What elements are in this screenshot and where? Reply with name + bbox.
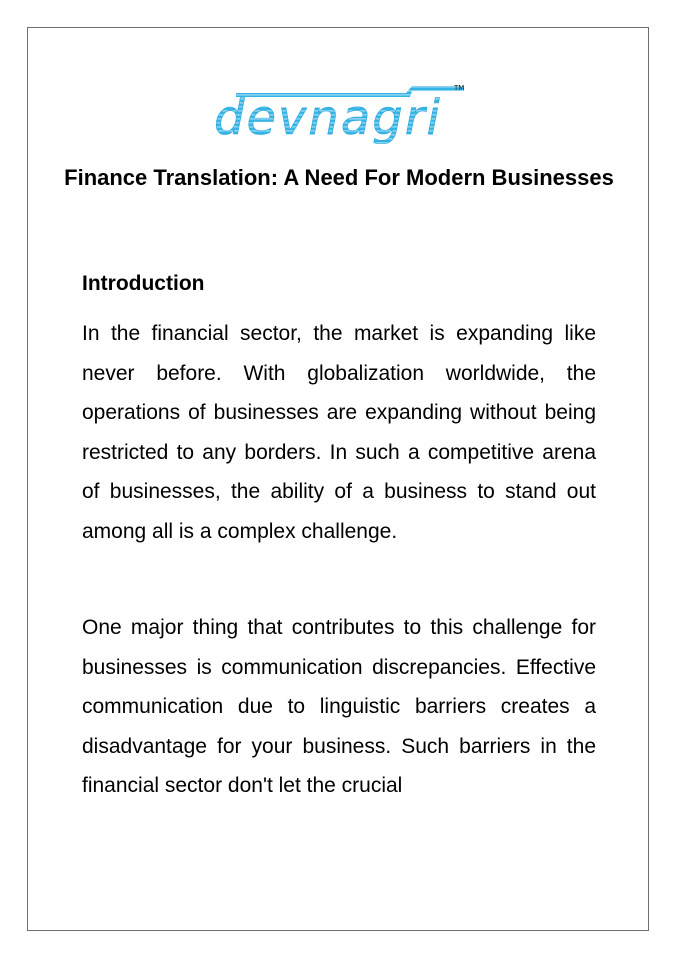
logo-wordmark: devnagri <box>214 90 442 144</box>
paragraph: One major thing that contributes to this challenge for businesses is communication discrepancies. Effective communication due to linguistic barriers creates a disadvantage for your business. Such barriers in the financial sector don't let the crucial <box>82 616 596 798</box>
devnagri-logo <box>206 80 471 144</box>
document-title: Finance Translation: A Need For Modern Businesses <box>64 165 614 190</box>
section-heading: Introduction <box>82 272 205 295</box>
devnagri-logo-graphic <box>206 80 471 144</box>
trademark-symbol: TM <box>454 84 465 92</box>
paragraph: In the financial sector, the market is expanding like never before. With globalization worldwide, the operations of businesses are expanding without being restricted to any borders. In such a competitive arena of businesses, the ability of a business to stand out among all is a complex challenge. <box>82 322 596 543</box>
